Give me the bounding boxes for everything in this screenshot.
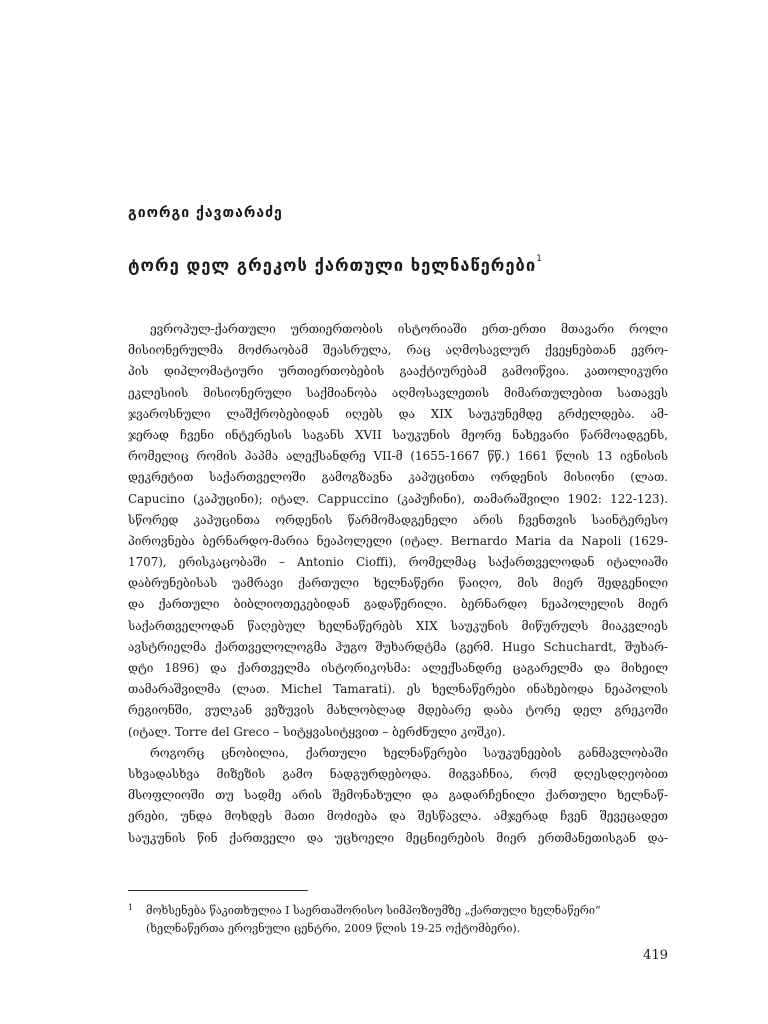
title-footnote-marker: 1 [536,254,543,264]
body-line: სწორედ კაპუცინთა ორდენის წარმომადგენელი არის ჩვენთვის საინტერესო [128,512,668,527]
footnote-line [128,902,668,920]
body-line: პიროვნება ბერნარდო-მარია ნეაპოლელი (იტალ. Bernardo Maria da Napoli (1629- [128,533,668,548]
body-line: საქართველოდან წაღებულ ხელნაწერებს XIX საუკუნის მიწურულს მიაკვლიეს [128,618,668,633]
body-line: დეკრეტით საქართველოში გამოგზავნა კაპუცინთა ორდენის მისიონი (ლათ. [128,470,668,485]
body-line: ერები, უნდა მოხდეს მათი მოძიება და შესწავლა. ამჯერად ჩვენ შევეცადეთ [128,809,668,824]
author-name: გიორგი ქავთარაძე [128,205,283,221]
body-line: მსოფლიოში თუ სადმე არის შემონახული და გადარჩენილი ქართული ხელნაწ- [128,788,668,803]
body-line: პის დიპლომატიური ურთიერთობების გააქტიურებამ გამოიწვია. კათოლიკური [128,364,668,379]
body-line: ავსტრიელმა ქართველოლოგმა ჰუგო შუხარდტმა (გერმ. Hugo Schuchardt, შუხარ- [128,639,668,654]
body-line: ჯერად ჩვენი ინტერესის საგანს XVII საუკუნის მეორე ნახევარი წარმოადგენს, [128,427,668,442]
footnote-text: მოხსენება წაკითხულია I საერთაშორისო სიმპოზიუმზე „ქართული ხელნაწერი“ [146,904,601,917]
body-line: დტი 1896) და ქართველმა ისტორიკოსმა: ალექსანდრე ცაგარელმა და მიხეილ [128,661,668,675]
footnote-line: (ხელნაწერთა ეროვნული ცენტრი, 2009 წლის 19-25 ოქტომბერი). [146,922,521,935]
body-line: სხვადასხვა მიზეზის გამო ნადგურდებოდა. მიგვაჩნია, რომ დღესდღეობით [128,766,668,781]
body-line: ეკლესიის მისიონერული საქმიანობა აღმოსავლეთის მიმართულებით სათავეს [128,385,668,400]
body-line: და ქართული ბიბლიოთეკებიდან გადაწერილი. ბერნარდო ნეაპოლელის მიერ [128,597,668,612]
article-title [128,256,543,275]
body-line: ევროპულ-ქართული ურთიერთობის ისტორიაში ერთ-ერთი მთავარი როლი [150,322,668,336]
body-line: როგორც ცნობილია, ქართული ხელნაწერები საუკუნეების განმავლობაში [150,745,668,760]
body-line: საუკუნის წინ ქართველი და უცხოელი მეცნიერების მიერ ერთმანეთისგან და- [128,830,668,845]
body-line: მისიონერულმა მოძრაობამ შეასრულა, რაც აღმოსავლურ ქვეყნებთან ევრო- [128,343,668,358]
footnote [128,902,668,938]
article-body [128,319,668,849]
footnote-separator [128,890,308,891]
body-line: Capucino (კაპუცინი); იტალ. Cappuccino (კაპუჩინი), თამარაშვილი 1902: 122-123). [128,491,668,506]
body-line: ჯვაროსნული ლაშქრობებიდან იღებს და XIX საუკუნემდე გრძელდება. ამ- [128,406,668,421]
body-line: დაბრუნებისას უამრავი ქართული ხელნაწერი წაიღო, მის მიერ შედგენილი [128,576,668,591]
page-number: 419 [643,948,668,963]
body-line: 1707), ერისკაცობაში – Antonio Cioffi), რომელმაც საქართველოდან იტალიაში [128,555,668,570]
body-line: (იტალ. Torre del Greco – სიტყვასიტყვით – ბერძნული კოშკი). [128,724,506,739]
body-line: თამარაშვილმა (ლათ. Michel Tamarati). ეს ხელნაწერები ინახებოდა ნეაპოლის [128,682,668,697]
footnote-marker: 1 [128,903,134,912]
body-line: რომელიც რომის პაპმა ალექსანდრე VII-მ (1655-1667 წწ.) 1661 წლის 13 ივნისის [128,449,668,464]
body-line: რეგიონში, ვულკან ვეზუვის მახლობლად მდებარე დაბა ტორე დელ გრეკოში [128,703,668,718]
article-title-text: ტორე დელ გრეკოს ქართული ხელნაწერები [128,256,537,275]
